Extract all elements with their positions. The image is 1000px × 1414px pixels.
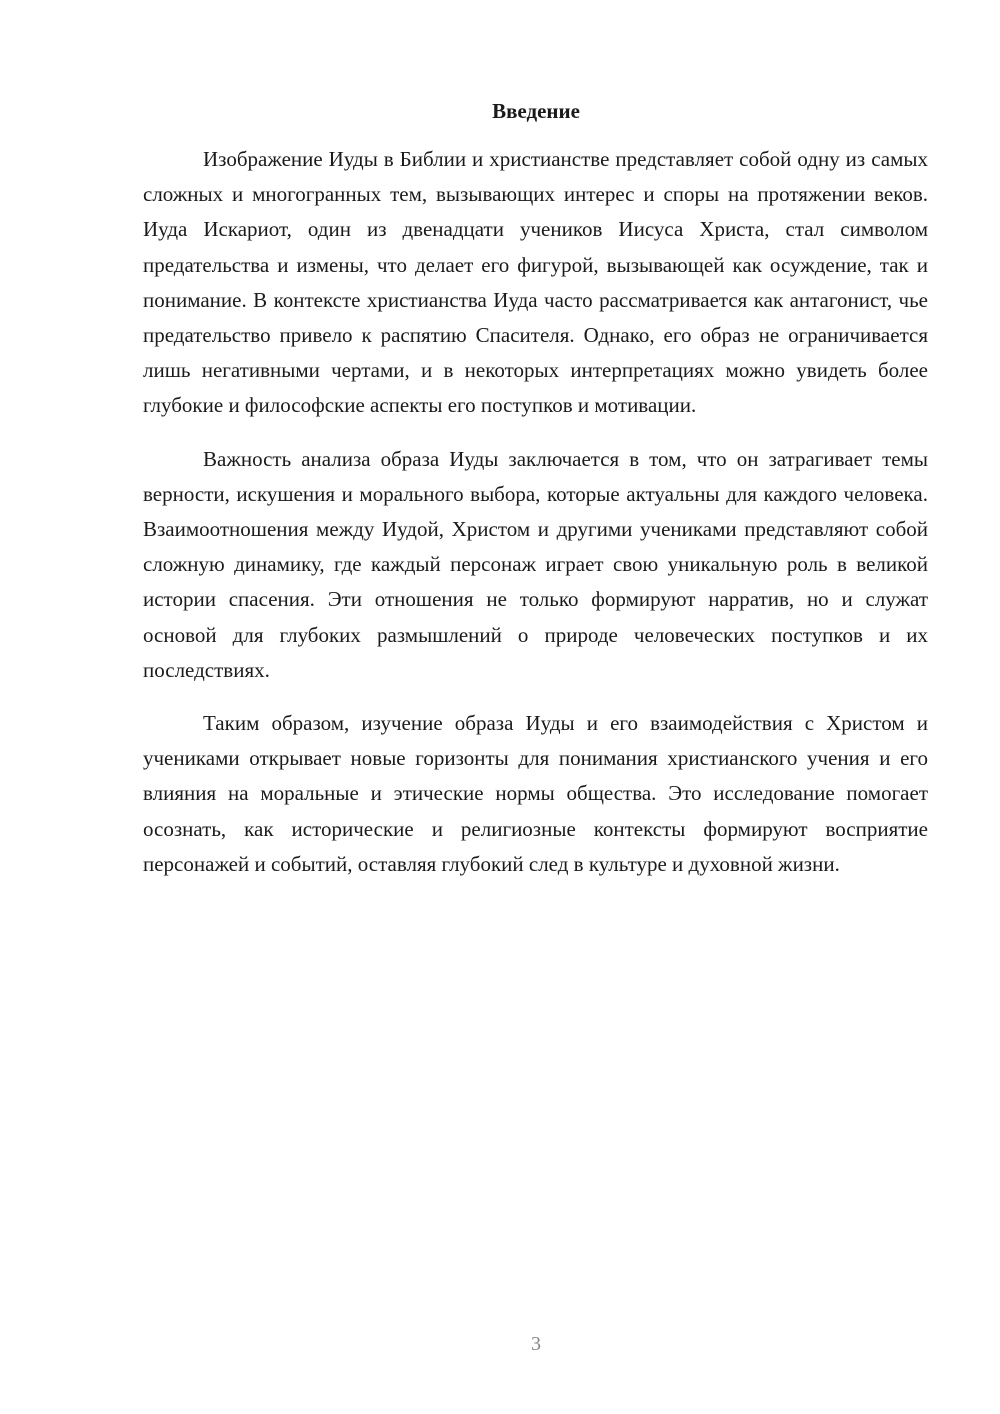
- body-text: [143, 142, 928, 900]
- paragraph-2: Важность анализа образа Иуды заключается в том, что он затрагивает темы верности, искушения и морального выбора, которые актуальны для каждого человека. Взаимоотношения между Иудой, Христом и другими учениками представляют собой сложную динамику, где каждый персонаж играет свою уникальную роль в великой истории спасения. Эти отношения не только формируют нарратив, но и служат основой для глубоких размышлений о природе человеческих поступков и их последствиях.: [143, 446, 928, 682]
- section-title: Введение: [492, 99, 580, 123]
- paragraph-3: Таким образом, изучение образа Иуды и его взаимодействия с Христом и учениками открывает новые горизонты для понимания христианского учения и его влияния на моральные и этические нормы общества. Это исследование помогает осознать, как исторические и религиозные контексты формируют восприятие персонажей и событий, оставляя глубокий след в культуре и духовной жизни.: [143, 711, 928, 876]
- paragraph-1: Изображение Иуды в Библии и христианстве представляет собой одну из самых сложных и многогранных тем, вызывающих интерес и споры на протяжении веков. Иуда Искариот, один из двенадцати учеников Иисуса Христа, стал символом предательства и измены, что делает его фигурой, вызывающей как осуждение, так и понимание. В контексте христианства Иуда часто рассматривается как антагонист, чье предательство привело к распятию Спасителя. Однако, его образ не ограничивается лишь негативными чертами, и в некоторых интерпретациях можно увидеть более глубокие и философские аспекты его поступков и мотивации.: [143, 147, 928, 418]
- page-number: 3: [531, 1333, 541, 1355]
